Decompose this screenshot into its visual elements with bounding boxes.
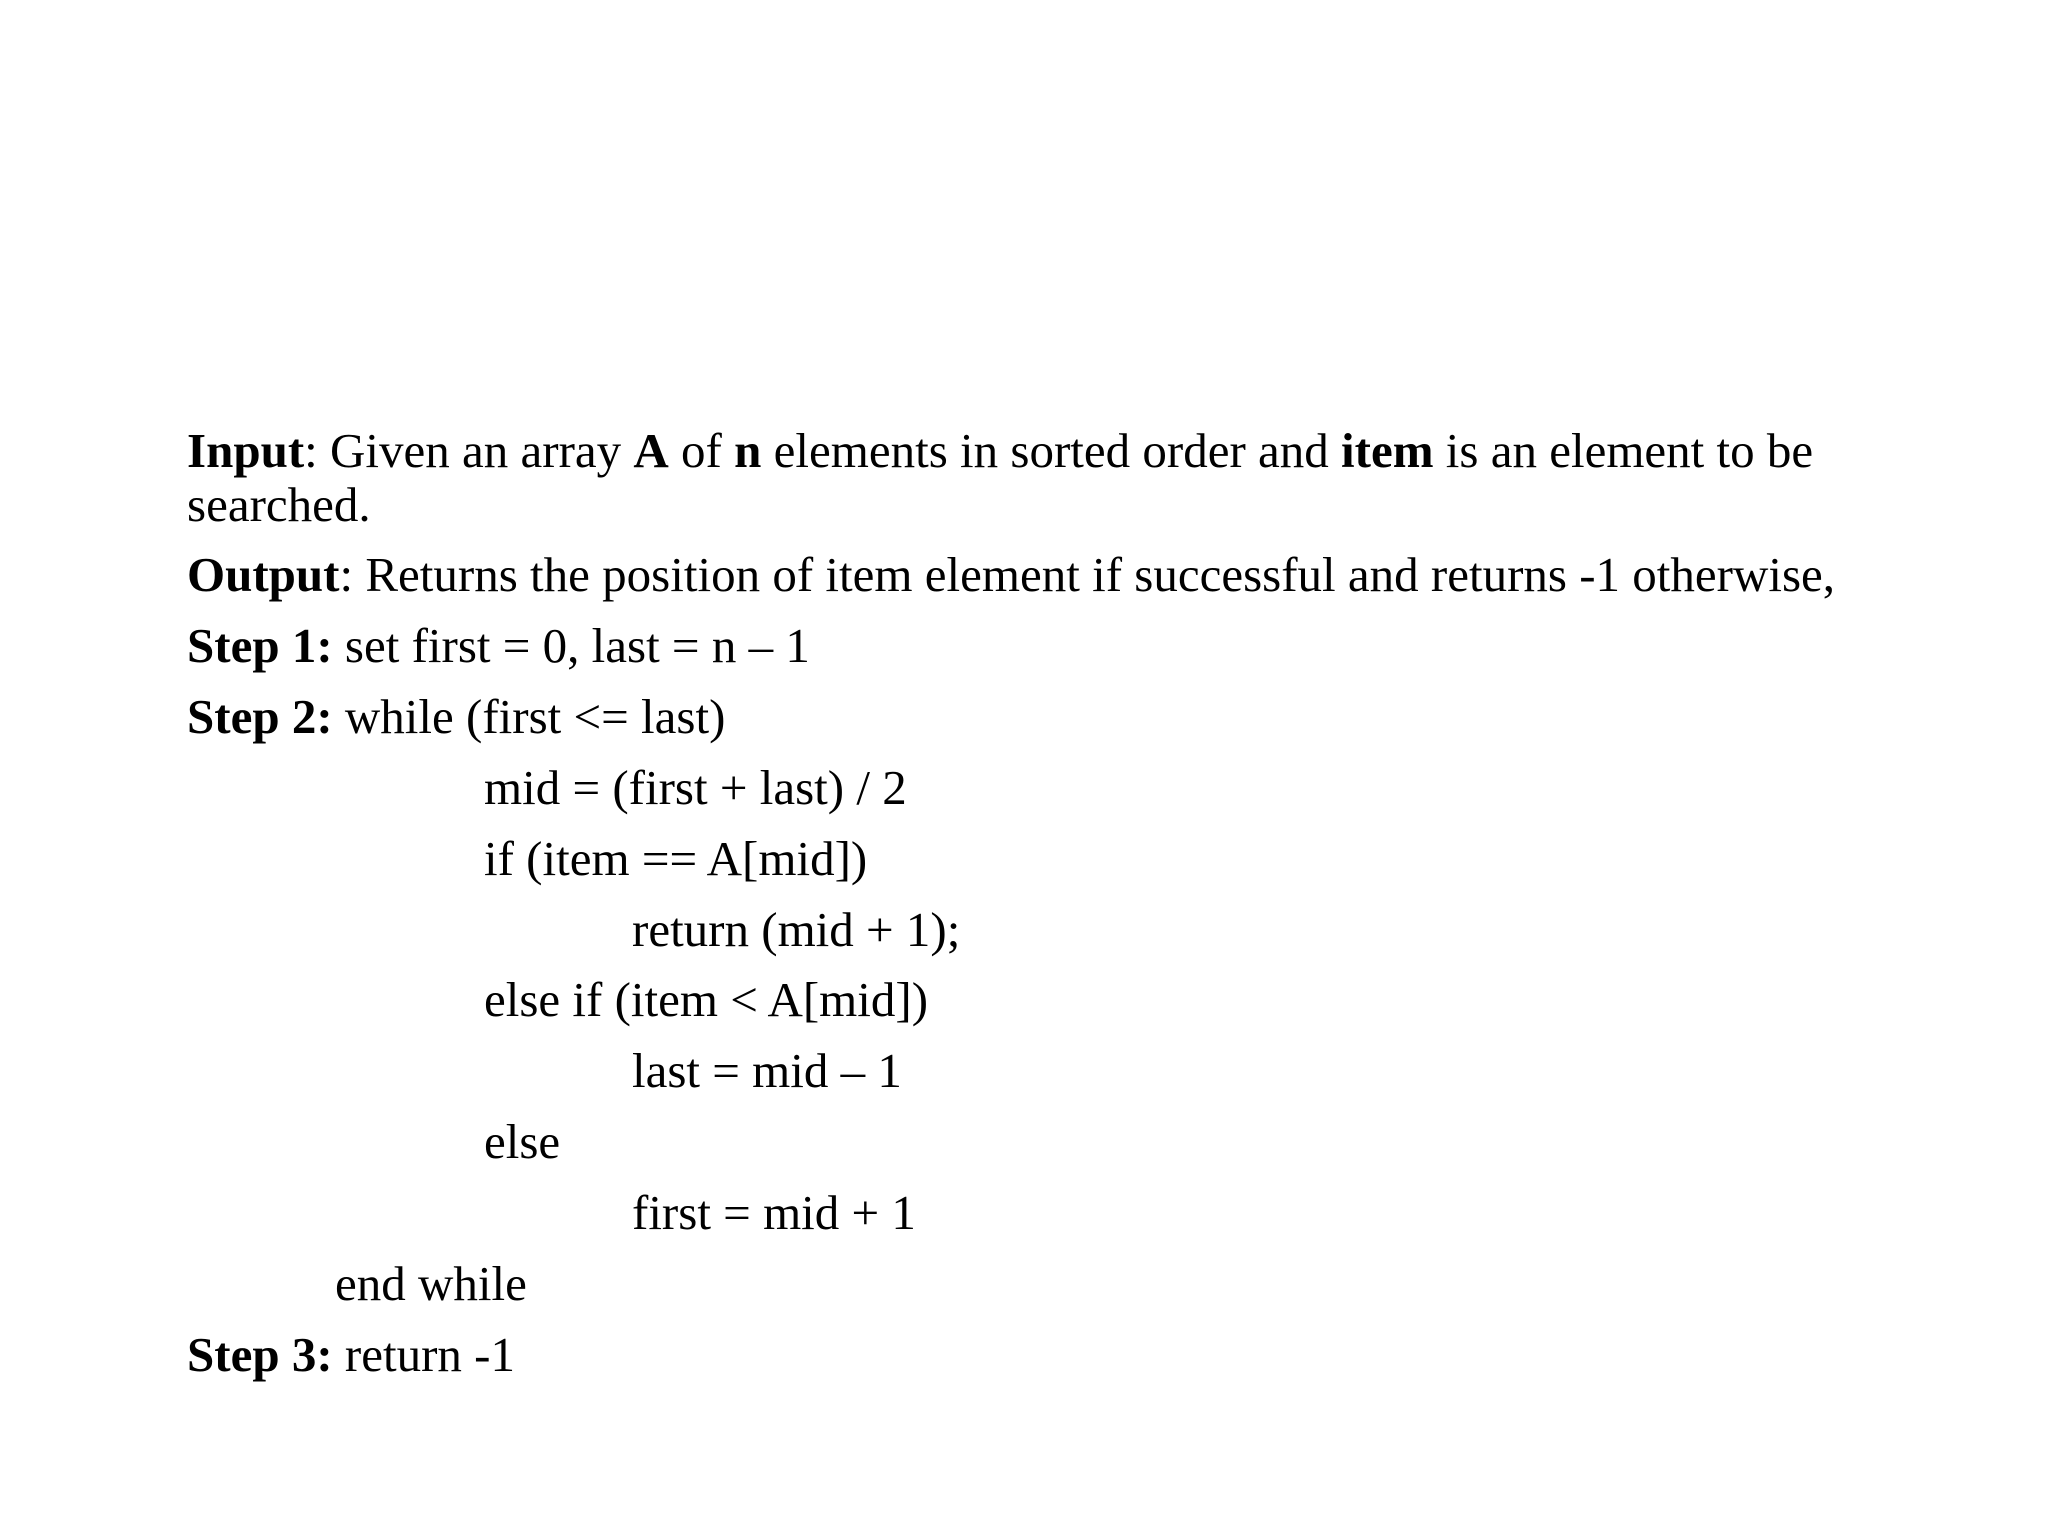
input-line-continued: searched. [187, 477, 371, 532]
input-label: Input [187, 423, 305, 478]
step-1-label: Step 1: [187, 618, 333, 673]
input-array-name: A [633, 423, 669, 478]
input-text-1: : Given an array [304, 423, 634, 478]
code-mid-assignment: mid = (first + last) / 2 [484, 760, 907, 815]
code-else: else [484, 1114, 561, 1169]
step-3-line [187, 1328, 515, 1382]
input-line [187, 424, 1813, 478]
input-text-4: is an element to be [1433, 423, 1814, 478]
code-last-assignment: last = mid – 1 [632, 1043, 902, 1098]
step-2-line [187, 690, 725, 744]
step-3-text: return -1 [332, 1327, 515, 1382]
code-if-condition: if (item == A[mid]) [484, 831, 868, 886]
step-3-label: Step 3: [187, 1327, 333, 1382]
code-first-assignment: first = mid + 1 [632, 1185, 916, 1240]
step-1-text: set first = 0, last = n – 1 [332, 618, 810, 673]
code-return-statement: return (mid + 1); [632, 902, 961, 957]
input-text-2: of [668, 423, 735, 478]
step-1-line [187, 619, 810, 673]
input-text-3: elements in sorted order and [761, 423, 1342, 478]
output-text: : Returns the position of item element if successful and returns -1 otherwise, [339, 547, 1836, 602]
input-n: n [734, 423, 762, 478]
step-2-label: Step 2: [187, 689, 333, 744]
code-end-while: end while [335, 1256, 527, 1311]
input-item: item [1341, 423, 1434, 478]
code-else-if-condition: else if (item < A[mid]) [484, 972, 929, 1027]
step-2-text: while (first <= last) [332, 689, 726, 744]
output-label: Output [187, 547, 340, 602]
output-line [187, 548, 1835, 602]
